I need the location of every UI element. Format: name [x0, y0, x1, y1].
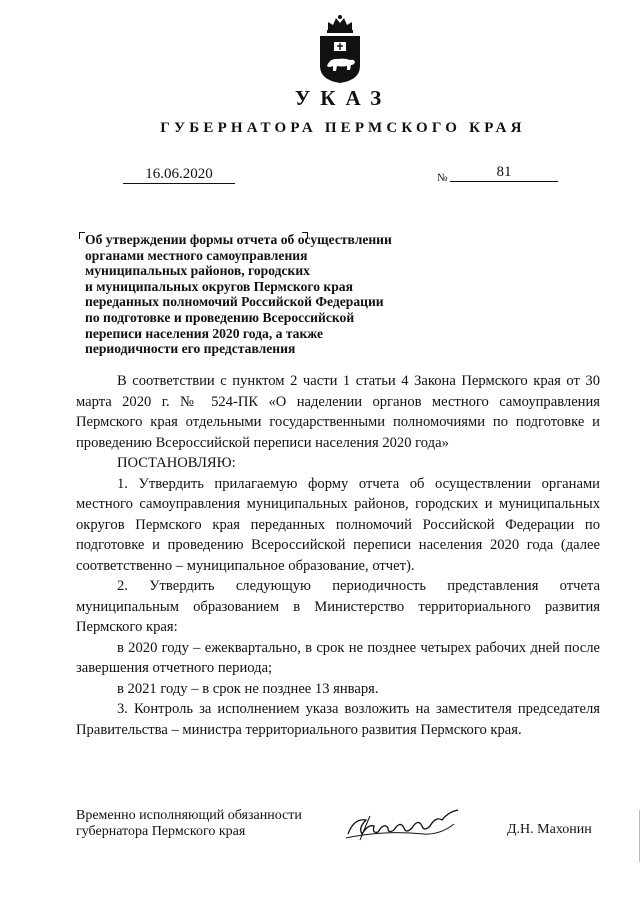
body-paragraph: 3. Контроль за исполнением указа возложить на заместителя председателя Правительства – министра территориального развития Пермского края.: [76, 701, 600, 738]
document-title: УКАЗ: [294, 86, 392, 110]
coat-of-arms-icon: [318, 14, 362, 84]
body-paragraph: в 2020 году – ежеквартально, в срок не позднее четырех рабочих дней после завершения отчетного периода;: [76, 639, 600, 676]
subject-line: переписи населения 2020 года, а также: [85, 325, 324, 341]
position-line: Временно исполняющий обязанности: [76, 808, 302, 823]
subject-line: Об утверждении формы отчета об осуществлении: [85, 232, 392, 247]
subject-line: по подготовке и проведению Всероссийской: [85, 309, 355, 325]
body-paragraph: 1. Утвердить прилагаемую форму отчета об осуществлении органами местного самоуправления муниципальных районов, городских и муниципальных округов Пермского края переданных полномочий Российской Федерации по подготовке и проведению Всероссийской переписи населения 2020 года (далее соответственно – муниципальное образование, отчет).: [76, 475, 600, 574]
decree-number: 81: [450, 163, 558, 182]
document-subtitle: ГУБЕРНАТОРА ПЕРМСКОГО КРАЯ: [160, 120, 526, 136]
body-paragraph: В соответствии с пунктом 2 части 1 статьи 4 Закона Пермского края от 30 марта 2020 г. № 524-ПК «О наделении органов местного самоуправления Пермского края отдельными государственными полномочиями по подготовке и проведению Всероссийской переписи населения 2020 года»: [76, 373, 600, 451]
decree-date: 16.06.2020: [123, 166, 235, 184]
number-sign: №: [437, 172, 448, 184]
body-paragraph: в 2021 году – в срок не позднее 13 января.: [117, 680, 379, 697]
position-line: губернатора Пермского края: [76, 823, 246, 839]
signatory-name: Д.Н. Махонин: [507, 822, 592, 837]
body-paragraph: 2. Утвердить следующую периодичность представления отчета муниципальным образованием в Министерство территориального развития Пермского края:: [76, 578, 600, 635]
subject-line: органами местного самоуправления: [85, 247, 308, 263]
decree-subject: [85, 232, 445, 357]
subject-line: и муниципальных округов Пермского края: [85, 278, 353, 294]
decree-body: [76, 371, 600, 740]
handwritten-signature: [344, 804, 462, 842]
subject-line: периодичности его представления: [85, 341, 296, 357]
signatory-position: [76, 808, 302, 839]
subject-line: переданных полномочий Российской Федерации: [85, 294, 384, 310]
body-paragraph: ПОСТАНОВЛЯЮ:: [117, 455, 236, 471]
subject-line: муниципальных районов, городских: [85, 263, 310, 279]
